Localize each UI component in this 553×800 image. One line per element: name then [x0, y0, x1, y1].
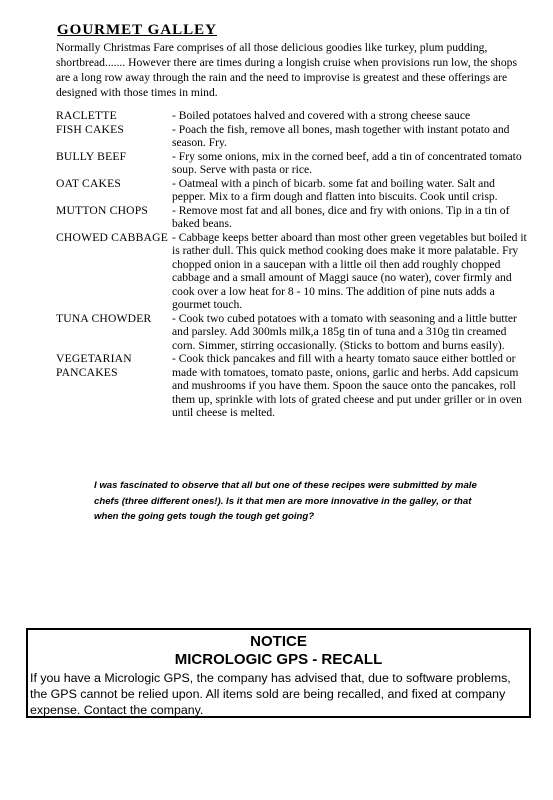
recipe-description: - Cook thick pancakes and fill with a hearty tomato sauce either bottled or made with tomatoes, tomato paste, onions, garlic and herbs. Add capsicum and mushrooms if you have them. Spoon the sauce onto the pancakes, roll them up, sprinkle with lots of grated cheese and put under griller or in oven until cheese is melted. [172, 352, 522, 419]
recipe-name: TUNA CHOWDER [56, 311, 152, 325]
recipe-name: MUTTON CHOPS [56, 203, 149, 217]
recipe-item [56, 109, 536, 123]
recipe-name: BULLY BEEF [56, 149, 127, 163]
recipe-description: - Cabbage keeps better aboard than most other green vegetables but boiled it is rather dull. This quick method cooking does make it more palatable. Fry chopped onion in a saucepan with a little oil then add roughly chopped cabbage and a small amount of Maggi sauce (no water), cover firmly and cook over a low heat for 8 - 10 mins. The addition of pine nuts adds a gourmet touch. [172, 230, 527, 311]
recipe-description: - Poach the fish, remove all bones, mash together with instant potato and season. Fry. [172, 122, 510, 149]
page-title: GOURMET GALLEY [57, 22, 217, 38]
recipe-name: CHOWED CABBAGE [56, 230, 168, 244]
recipe-name: FISH CAKES [56, 122, 125, 136]
recipe-item [56, 150, 536, 177]
recipe-list [56, 109, 536, 420]
notice-subheading: MICROLOGIC GPS - RECALL [174, 651, 383, 668]
recipe-name: OAT CAKES [56, 176, 122, 190]
intro-paragraph: Normally Christmas Fare comprises of all those delicious goodies like turkey, plum pudding, shortbread....... However there are times during a longish cruise when provisions run low, the shops are a long row away through the rain and the need to improvise is greatest and these offerings are designed with those times in mind. [56, 41, 517, 99]
recipe-item [56, 204, 536, 231]
notice-heading: NOTICE [250, 633, 307, 650]
recipe-item [56, 312, 536, 353]
recipe-item [56, 177, 536, 204]
recipe-item [56, 123, 536, 150]
recipe-item [56, 352, 536, 420]
editor-note: I was fascinated to observe that all but one of these recipes were submitted by male chefs (three different ones!). Is it that men are more innovative in the galley, or that when the going gets tough the tough get going? [94, 480, 477, 522]
recipe-item [56, 231, 536, 312]
notice-box [26, 628, 531, 718]
recipe-description: - Fry some onions, mix in the corned beef, add a tin of concentrated tomato soup. Serve with pasta or rice. [172, 149, 522, 176]
recipe-name: RACLETTE [56, 109, 117, 122]
recipe-description: - Oatmeal with a pinch of bicarb. some fat and boiling water. Salt and pepper. Mix to a firm dough and flatten into biscuits. Cook until crisp. [172, 176, 498, 203]
recipe-description: - Cook two cubed potatoes with a tomato with seasoning and a little butter and parsley. Add 300mls milk,a 185g tin of tuna and a 310g tin creamed corn. Simmer, stirring occasionally. (Sticks to bottom and burns easily). [172, 311, 517, 352]
recipe-name: VEGETARIAN PANCAKES [56, 352, 132, 379]
recipe-description: - Boiled potatoes halved and covered with a strong cheese sauce [172, 109, 471, 122]
recipe-description: - Remove most fat and all bones, dice and fry with onions. Tip in a tin of baked beans. [172, 203, 510, 230]
notice-body: If you have a Micrologic GPS, the company has advised that, due to software problems, the GPS cannot be relied upon. All items sold are being recalled, and fixed at company expense. Contact the company. [30, 671, 511, 717]
